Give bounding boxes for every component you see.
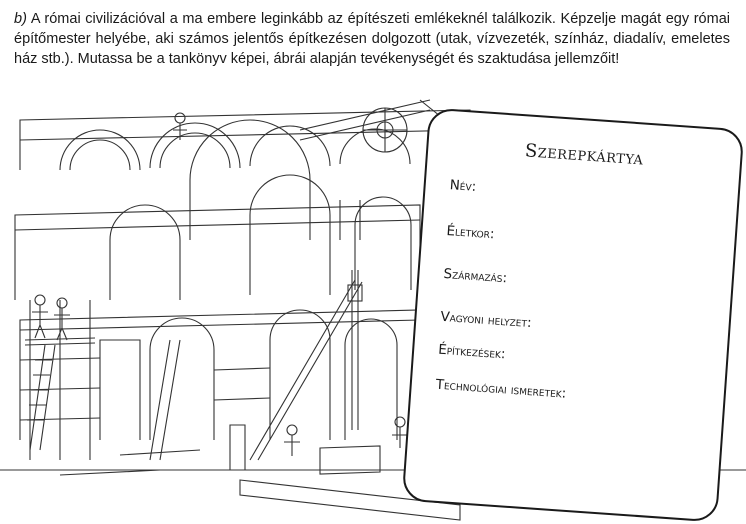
role-card-title: Szerepkártya xyxy=(524,140,645,170)
field-constructions-label: Építkezések: xyxy=(437,341,507,363)
task-body: A római civilizációval a ma embere leginkább az építészeti emlékeknél találkozik. Képzelje magát egy római építőmester helyébe, aki számos jelentős építkezésen dolgozott (utak, vízvezeték, színház, diadalív, emeletes ház stb.). Mutassa be a tankönyv képei, ábrái alapján tevékenységét és szaktudása jellemzőit! xyxy=(14,11,730,67)
field-technology-label: Technológiai ismeretek: xyxy=(435,376,567,402)
scaffolding xyxy=(25,300,180,460)
task-text xyxy=(14,9,730,69)
middle-arcade xyxy=(15,120,420,300)
role-card xyxy=(402,107,745,522)
task-marker: b) xyxy=(14,11,27,27)
field-name-label: Név: xyxy=(449,177,477,195)
upper-arcade xyxy=(20,110,470,170)
field-age-label: Életkor: xyxy=(445,222,496,243)
field-wealth-label: Vagyoni helyzet: xyxy=(439,308,533,332)
field-origin-label: Származás: xyxy=(442,265,508,287)
lower-arcade xyxy=(20,310,420,440)
